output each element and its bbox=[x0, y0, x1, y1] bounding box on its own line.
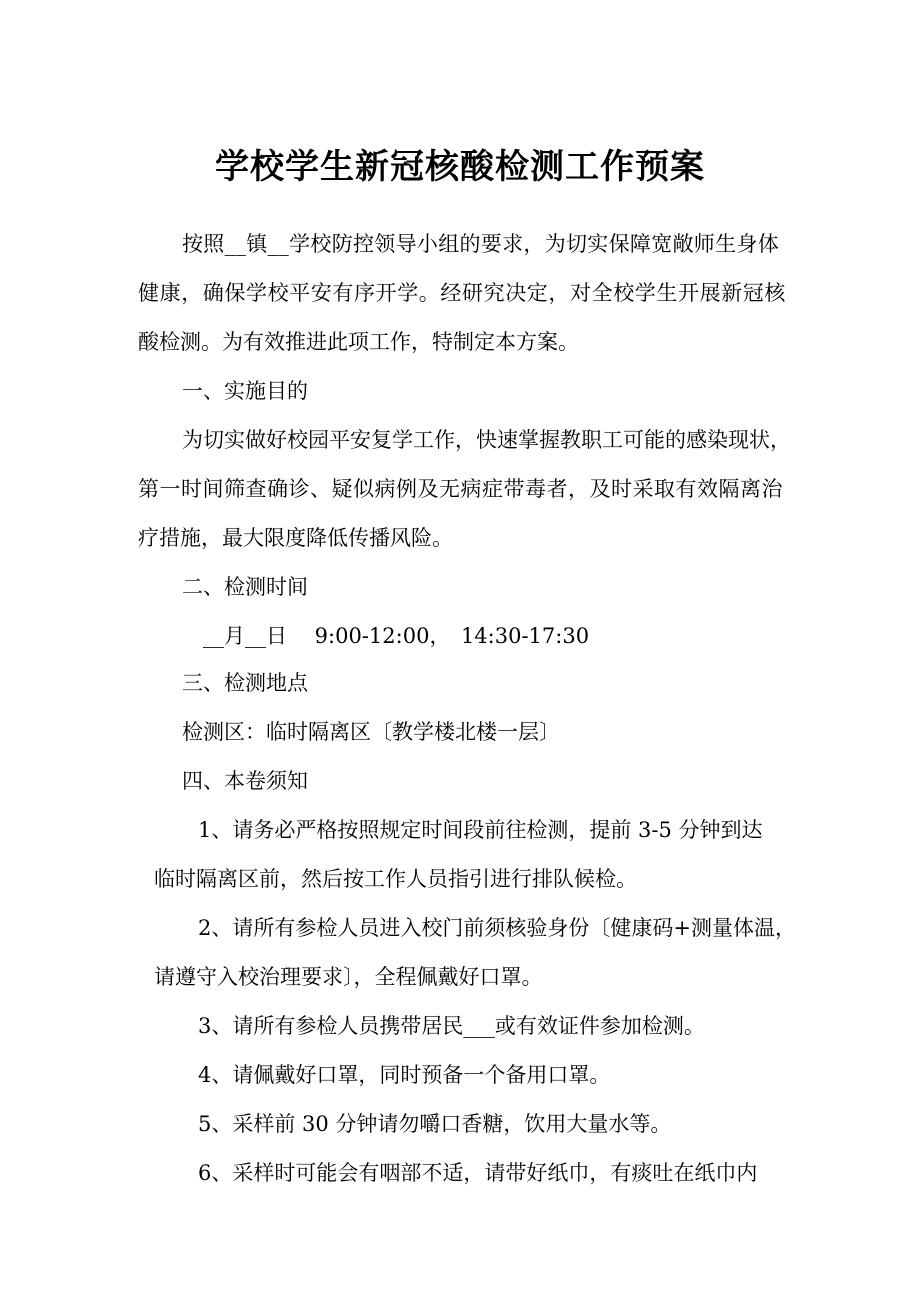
paragraph-line: 疗措施，最大限度降低传播风险。 bbox=[138, 526, 453, 550]
notice-item: 2、请所有参检人员进入校门前须核验身份〔健康码+测量体温， bbox=[198, 916, 796, 940]
notice-item: 1、请务必严格按照规定时间段前往检测，提前 3-5 分钟到达 bbox=[198, 818, 763, 842]
section-heading: 一、实施目的 bbox=[182, 379, 308, 403]
schedule-line: __月__日 9:00-12:00， 14:30-17:30 bbox=[203, 624, 590, 648]
section-heading: 二、检测时间 bbox=[182, 575, 308, 599]
notice-item: 3、请所有参检人员携带居民___或有效证件参加检测。 bbox=[198, 1014, 705, 1038]
paragraph-line: 酸检测。为有效推进此项工作，特制定本方案。 bbox=[138, 330, 579, 354]
notice-item: 5、采样前 30 分钟请勿嚼口香糖，饮用大量水等。 bbox=[198, 1112, 672, 1136]
notice-item: 6、采样时可能会有咽部不适，请带好纸巾，有痰吐在纸巾内 bbox=[198, 1161, 758, 1185]
paragraph-line: 检测区：临时隔离区〔教学楼北楼一层〕 bbox=[182, 720, 560, 744]
notice-item: 请遵守入校治理要求〕，全程佩戴好口罩。 bbox=[154, 965, 543, 989]
notice-item: 4、请佩戴好口罩，同时预备一个备用口罩。 bbox=[198, 1063, 611, 1087]
section-heading: 三、检测地点 bbox=[182, 671, 308, 695]
paragraph-line: 按照__镇__学校防控领导小组的要求，为切实保障宽敞师生身体 bbox=[182, 232, 779, 256]
document-title: 学校学生新冠核酸检测工作预案 bbox=[215, 147, 705, 187]
notice-item: 临时隔离区前，然后按工作人员指引进行排队候检。 bbox=[154, 867, 637, 891]
paragraph-line: 为切实做好校园平安复学工作，快速掌握教职工可能的感染现状， bbox=[182, 428, 791, 452]
paragraph-line: 健康，确保学校平安有序开学。经研究决定，对全校学生开展新冠核 bbox=[138, 281, 786, 305]
paragraph-line: 第一时间筛查确诊、疑似病例及无病症带毒者，及时采取有效隔离治 bbox=[138, 477, 783, 501]
section-heading: 四、本卷须知 bbox=[182, 769, 308, 793]
